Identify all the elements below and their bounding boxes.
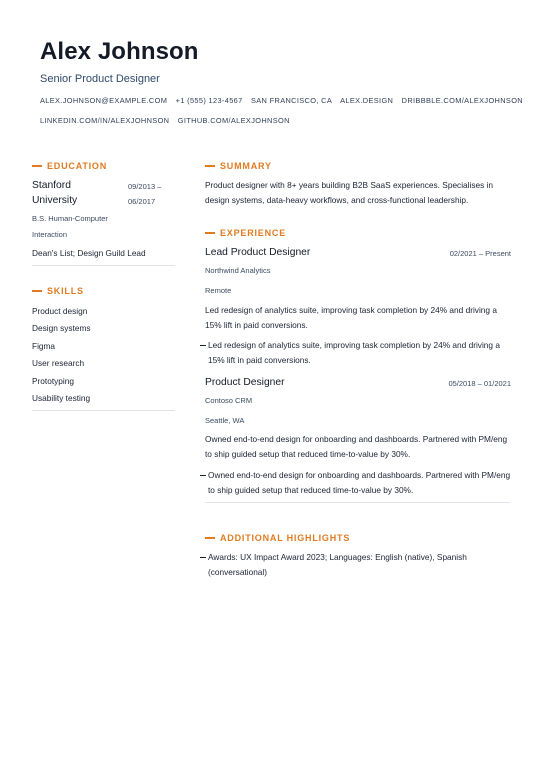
job-location: Remote — [205, 286, 232, 295]
highlights-heading — [205, 533, 350, 543]
education-date-line-1: 09/2013 – — [128, 182, 162, 191]
job-title: Product Designer — [205, 377, 285, 388]
contact-email[interactable]: ALEX.JOHNSON@EXAMPLE.COM — [40, 96, 168, 105]
bullet-dash-icon — [200, 345, 206, 346]
highlights-heading-label: ADDITIONAL HIGHLIGHTS — [220, 533, 351, 543]
skill-item: Product design — [32, 306, 88, 316]
skill-item: Prototyping — [32, 376, 74, 386]
bullet-dash-icon — [200, 475, 206, 476]
section-dash-icon — [205, 165, 215, 166]
job-description-line-2: 15% lift in paid conversions. — [205, 320, 308, 330]
highlights-line-2: (conversational) — [208, 567, 268, 577]
job-company: Contoso CRM — [205, 396, 253, 405]
summary-heading-label: SUMMARY — [220, 161, 272, 171]
contact-line-2 — [40, 116, 296, 125]
education-divider — [32, 265, 175, 266]
education-honors: Dean's List; Design Guild Lead — [32, 248, 146, 258]
skill-item: Design systems — [32, 323, 91, 333]
experience-divider — [205, 502, 510, 503]
job-bullet — [200, 468, 510, 498]
contact-linkedin[interactable]: LINKEDIN.COM/IN/ALEXJOHNSON — [40, 116, 170, 125]
job-bullet-line-2: to ship guided setup that reduced time-to-value by 30%. — [208, 485, 414, 495]
skills-heading — [32, 286, 84, 296]
experience-heading-label: EXPERIENCE — [220, 228, 287, 238]
job-title: Lead Product Designer — [205, 247, 311, 258]
skills-divider — [32, 410, 175, 411]
skill-item: User research — [32, 358, 85, 368]
education-school-line-2: University — [32, 195, 78, 206]
candidate-role: Senior Product Designer — [40, 73, 160, 85]
job-bullet-line-2: 15% lift in paid conversions. — [208, 355, 311, 365]
job-bullet-line-1: Led redesign of analytics suite, improving task completion by 24% and driving a — [208, 340, 500, 350]
skills-heading-label: SKILLS — [47, 286, 84, 296]
contact-dribbble[interactable]: DRIBBBLE.COM/ALEXJOHNSON — [401, 96, 523, 105]
contact-phone[interactable]: +1 (555) 123-4567 — [175, 96, 243, 105]
education-degree-line-2: Interaction — [32, 230, 68, 239]
job-description-line-1: Owned end-to-end design for onboarding and dashboards. Partnered with PM/eng — [205, 434, 508, 444]
education-heading — [32, 161, 107, 171]
contact-github[interactable]: GITHUB.COM/ALEXJOHNSON — [177, 116, 290, 125]
contact-location: SAN FRANCISCO, CA — [251, 96, 333, 105]
job-location: Seattle, WA — [205, 416, 245, 425]
education-heading-label: EDUCATION — [47, 161, 108, 171]
job-description-line-2: to ship guided setup that reduced time-to-value by 30%. — [205, 449, 411, 459]
job-bullet-line-1: Owned end-to-end design for onboarding and dashboards. Partnered with PM/eng — [208, 470, 511, 480]
education-date-line-2: 06/2017 — [128, 197, 156, 206]
bullet-dash-icon — [200, 557, 206, 558]
skill-item: Figma — [32, 341, 56, 351]
experience-heading — [205, 228, 286, 238]
job-bullet — [200, 338, 500, 368]
section-dash-icon — [32, 165, 42, 166]
summary-heading — [205, 161, 272, 171]
candidate-name: Alex Johnson — [40, 38, 199, 65]
education-degree-line-1: B.S. Human-Computer — [32, 214, 108, 223]
contact-line-1 — [40, 96, 529, 105]
section-dash-icon — [205, 232, 215, 233]
contact-website[interactable]: ALEX.DESIGN — [340, 96, 394, 105]
skill-item: Usability testing — [32, 393, 91, 403]
job-dates: 05/2018 – 01/2021 — [448, 379, 511, 388]
summary-line-2: design systems, data-heavy workflows, and cross-functional leadership. — [205, 195, 469, 205]
section-dash-icon — [32, 290, 42, 291]
section-dash-icon — [205, 537, 215, 538]
highlights-bullet — [200, 550, 467, 580]
job-description-line-1: Led redesign of analytics suite, improving task completion by 24% and driving a — [205, 305, 497, 315]
job-dates: 02/2021 – Present — [449, 249, 511, 258]
education-school-line-1: Stanford — [32, 180, 71, 191]
highlights-line-1: Awards: UX Impact Award 2023; Languages: English (native), Spanish — [208, 552, 467, 562]
job-company: Northwind Analytics — [205, 266, 271, 275]
summary-line-1: Product designer with 8+ years building B2B SaaS experiences. Specialises in — [205, 180, 494, 190]
